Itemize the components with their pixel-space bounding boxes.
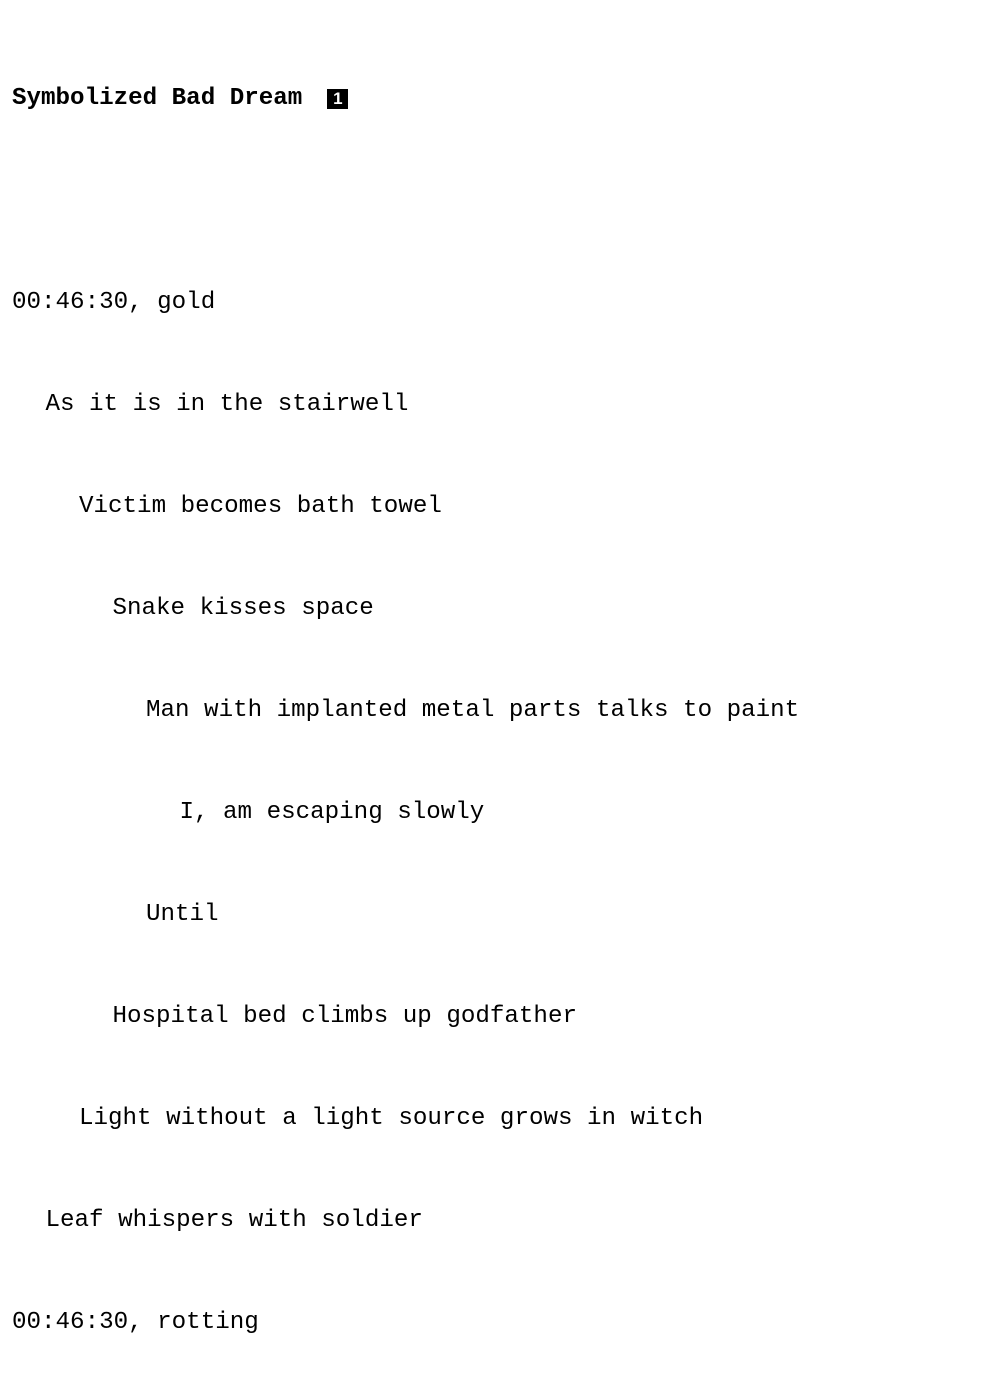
poem-line: As it is in the stairwell	[45, 391, 409, 418]
blank-line	[12, 184, 799, 218]
poem-line: Snake kisses space	[112, 595, 374, 622]
poem-line: Victim becomes bath towel	[79, 493, 442, 520]
poem-line: Hospital bed climbs up godfather	[112, 1003, 577, 1030]
page-title: Symbolized Bad Dream	[12, 85, 303, 112]
poem-line: Man with implanted metal parts talks to paint	[146, 697, 800, 724]
poem-document	[12, 14, 799, 1374]
poem-line-timestamp-start: 00:46:30, gold	[12, 289, 216, 316]
poem-line: I, am escaping slowly	[179, 799, 485, 826]
title-row	[12, 82, 799, 116]
number-badge: 1	[327, 89, 348, 109]
poem-line: Leaf whispers with soldier	[45, 1207, 423, 1234]
poem-line: Until	[146, 901, 219, 928]
poem-line: Light without a light source grows in witch	[79, 1105, 704, 1132]
poem-line-timestamp-end: 00:46:30, rotting	[12, 1309, 259, 1336]
